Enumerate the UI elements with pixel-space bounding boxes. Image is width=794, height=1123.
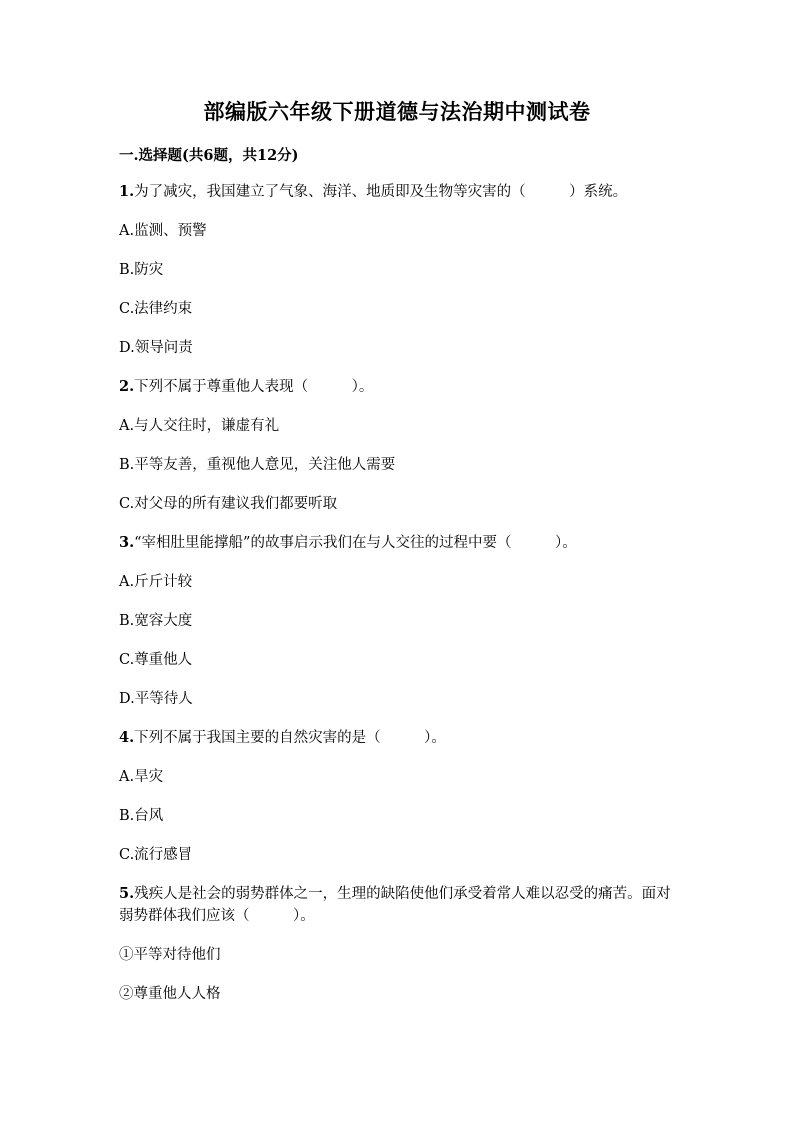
option-2a: A.与人交往时，谦虚有礼	[119, 418, 280, 434]
question-4	[119, 727, 679, 749]
option-1a: A.监测、预警	[119, 223, 207, 239]
question-number: 1.	[119, 183, 135, 200]
question-text: 下列不属于我国主要的自然灾害的是（ ）。	[134, 730, 446, 746]
question-3	[119, 532, 679, 554]
option-5-1: ①平等对待他们	[119, 947, 221, 963]
question-number: 2.	[119, 378, 135, 395]
question-number: 4.	[119, 729, 135, 746]
question-text: 下列不属于尊重他人表现（ ）。	[134, 379, 374, 395]
exam-content	[119, 142, 679, 1022]
option-3d: D.平等待人	[119, 691, 193, 707]
question-text: “宰相肚里能撑船”的故事启示我们在与人交往的过程中要（ ）。	[134, 535, 577, 551]
section-heading: 一.选择题(共6题，共12分)	[119, 147, 299, 164]
option-4a: A.旱灾	[119, 769, 164, 785]
option-3b: B.宽容大度	[119, 613, 193, 629]
question-5	[119, 883, 679, 927]
question-number: 3.	[119, 534, 135, 551]
option-4b: B.台风	[119, 808, 164, 824]
page-title: 部编版六年级下册道德与法治期中测试卷	[203, 99, 591, 124]
option-3c: C.尊重他人	[119, 652, 193, 668]
question-text: 为了减灾，我国建立了气象、海洋、地质即及生物等灾害的（ ）系统。	[134, 184, 628, 200]
question-2	[119, 376, 679, 398]
option-2c: C.对父母的所有建议我们都要听取	[119, 496, 338, 512]
option-1c: C.法律约束	[119, 301, 193, 317]
option-2b: B.平等友善，重视他人意见，关注他人需要	[119, 457, 396, 473]
option-3a: A.斤斤计较	[119, 574, 193, 590]
question-text: 残疾人是社会的弱势群体之一，生理的缺陷使他们承受着常人难以忍受的痛苦。面对弱势群体我们应该（ ）。	[119, 886, 671, 924]
option-1d: D.领导问责	[119, 340, 193, 356]
option-4c: C.流行感冒	[119, 847, 193, 863]
question-1	[119, 181, 679, 203]
option-5-2: ②尊重他人人格	[119, 986, 221, 1002]
option-1b: B.防灾	[119, 262, 164, 278]
question-number: 5.	[119, 885, 135, 902]
